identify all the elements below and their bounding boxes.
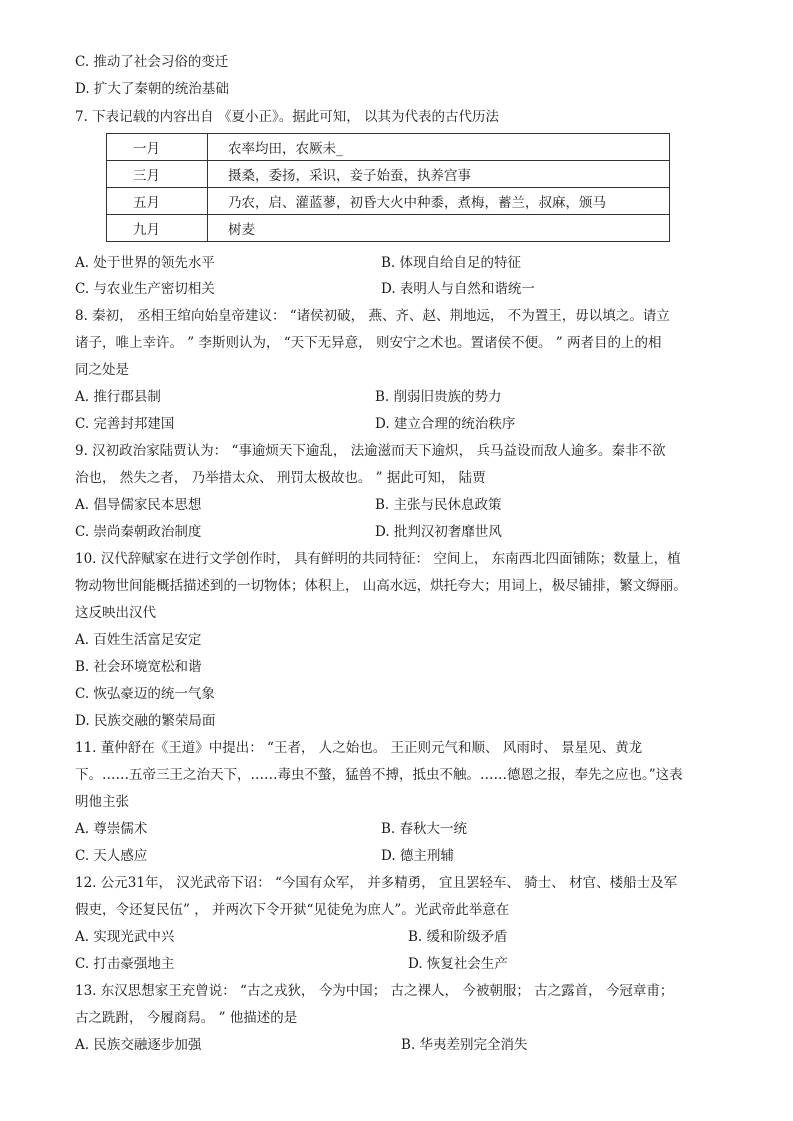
table-row: [107, 134, 670, 161]
q8-option-b: B. 削弱旧贵族的势力: [375, 389, 502, 405]
q10-option-b: B. 社会环境宽松和谐: [75, 659, 202, 675]
question-10-line-1: 10. 汉代辞赋家在进行文学创作时， 具有鲜明的共同特征： 空间上， 东南西北四面铺陈；数量上，植: [75, 551, 681, 567]
question-12-line-1: 12. 公元31年， 汉光武帝下诏： “今国有众军， 并多精勇， 宜且罢轻车、 骑士、 材官、楼船士及军: [75, 875, 678, 891]
question-8-line-1: 8. 秦初， 丞相王绾向始皇帝建议： “诸侯初破， 燕、齐、赵、荆地远， 不为置王，毋以填之。请立: [75, 308, 670, 324]
content-cell: 农率均田，农厥未_: [208, 134, 670, 161]
q11-option-c: C. 天人感应: [75, 848, 148, 864]
xiaxiaozheng-table: [106, 133, 670, 242]
q8-option-c: C. 完善封邦建国: [75, 416, 175, 432]
q7-option-c: C. 与农业生产密切相关: [75, 281, 215, 297]
question-10-line-3: 这反映出汉代: [75, 605, 156, 621]
question-10-line-2: 物动物世间能概括描述到的一切物体；体积上， 山高水远，烘托夸大；用词上，极尽铺排，繁文缛丽。: [75, 578, 687, 594]
q13-option-b: B. 华夷差别完全消失: [401, 1037, 528, 1053]
content-cell: 树麦: [208, 215, 670, 242]
content-cell: 乃农，启、灌蓝蓼，初昏大火中种黍，煮梅，蓄兰，叔麻，颁马: [208, 188, 670, 215]
q7-option-a: A. 处于世界的领先水平: [75, 255, 215, 271]
q9-option-a: A. 倡导儒家民本思想: [75, 497, 202, 513]
q10-option-d: D. 民族交融的繁荣局面: [75, 713, 216, 729]
month-cell: 三月: [107, 161, 208, 188]
question-9-line-2: 治也， 然失之者， 乃举措太众、 刑罚太极故也。 ” 据此可知， 陆贾: [75, 470, 486, 486]
question-9-line-1: 9. 汉初政治家陆贾认为： “事逾烦天下逾乱， 法逾滋而天下逾炽， 兵马益设而敌人逾多。秦非不欲: [75, 443, 666, 459]
question-12-line-2: 假吏，令还复民伍” ， 并两次下令开狱“见徒免为庶人”。光武帝此举意在: [75, 902, 510, 918]
q11-option-b: B. 春秋大一统: [381, 821, 468, 837]
q9-option-c: C. 崇尚秦朝政治制度: [75, 524, 202, 540]
q7-option-d: D. 表明人与自然和谐统一: [381, 281, 535, 297]
option-d-q6: D. 扩大了秦朝的统治基础: [75, 81, 229, 97]
table-row: [107, 161, 670, 188]
content-cell: 摄桑，委扬，采识，妾子始蚕，执养宫事: [208, 161, 670, 188]
q13-option-a: A. 民族交融逐步加强: [75, 1037, 202, 1053]
q12-option-c: C. 打击豪强地主: [75, 956, 175, 972]
question-11-line-1: 11. 董仲舒在《王道》中提出： “王者， 人之始也。 王正则元气和顺、 风雨时、 景星见、黄龙: [75, 740, 643, 756]
q8-option-d: D. 建立合理的统治秩序: [375, 416, 516, 432]
question-11-line-2: 下。……五帝三王之治天下，……毒虫不螫，猛兽不搏，抵虫不触。……德恩之报，奉先之应也。”这表: [75, 767, 683, 783]
q9-option-b: B. 主张与民休息政策: [375, 497, 502, 513]
table-row: [107, 188, 670, 215]
question-11-line-3: 明他主张: [75, 794, 129, 810]
q12-option-a: A. 实现光武中兴: [75, 929, 175, 945]
table-row: [107, 215, 670, 242]
month-cell: 五月: [107, 188, 208, 215]
q9-option-d: D. 批判汉初奢靡世风: [375, 524, 502, 540]
option-c-q6: C. 推动了社会习俗的变迁: [75, 54, 229, 70]
month-cell: 一月: [107, 134, 208, 161]
q8-option-a: A. 推行郡县制: [75, 389, 161, 405]
question-8-line-3: 同之处是: [75, 362, 129, 378]
question-7-stem: 7. 下表记载的内容出自 《夏小正》。据此可知， 以其为代表的古代历法: [75, 109, 500, 125]
q12-option-b: B. 缓和阶级矛盾: [408, 929, 508, 945]
q12-option-d: D. 恢复社会生产: [408, 956, 508, 972]
q10-option-a: A. 百姓生活富足安定: [75, 632, 202, 648]
q11-option-a: A. 尊崇儒术: [75, 821, 148, 837]
q10-option-c: C. 恢弘豪迈的统一气象: [75, 686, 215, 702]
q7-option-b: B. 体现自给自足的特征: [381, 255, 522, 271]
question-8-line-2: 诸子，唯上幸许。 ” 李斯则认为， “天下无异意， 则安宁之术也。置诸侯不便。 ” 两者目的上的相: [75, 335, 662, 351]
q11-option-d: D. 德主刑辅: [381, 848, 454, 864]
month-cell: 九月: [107, 215, 208, 242]
question-13-line-2: 古之跣跗， 今履商舄。 ” 他描述的是: [75, 1010, 298, 1026]
question-13-line-1: 13. 东汉思想家王充曾说： “古之戎狄， 今为中国； 古之裸人， 今被朝服； 古之露首， 今冠章甫；: [75, 983, 674, 999]
